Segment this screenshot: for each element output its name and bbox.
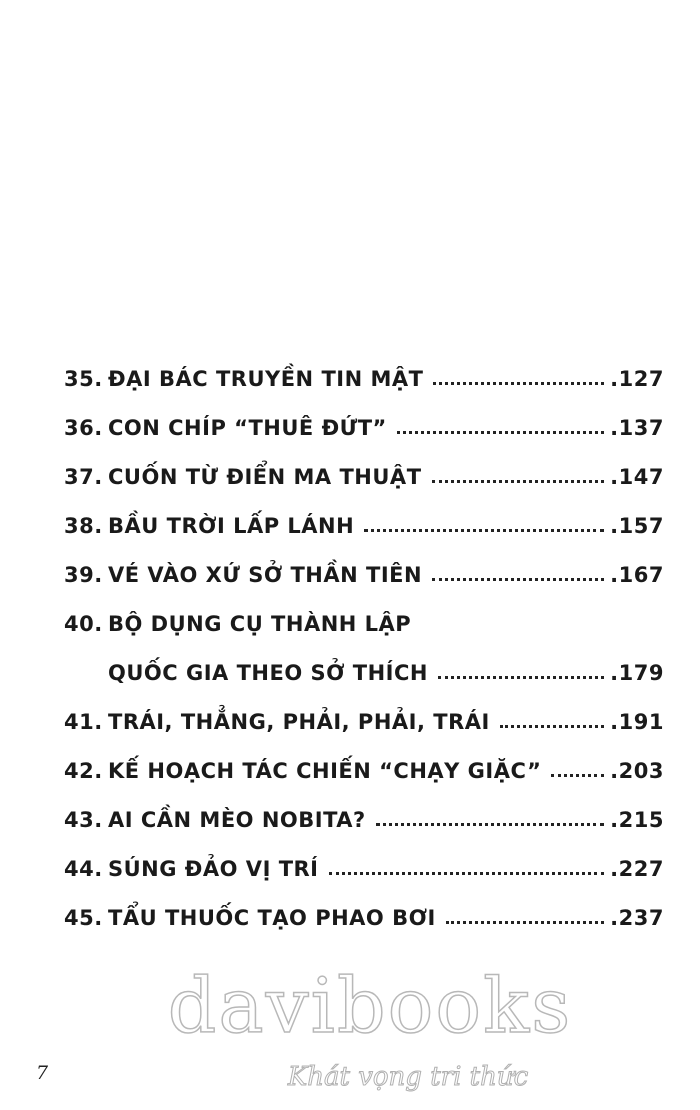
entry-number: 38. bbox=[64, 514, 103, 538]
dot-leader bbox=[438, 675, 604, 679]
toc-entry bbox=[64, 391, 664, 440]
entry-page: .167 bbox=[610, 563, 664, 587]
entry-title: CUỐN TỪ ĐIỂN MA THUẬT bbox=[108, 465, 422, 489]
entry-title: CON CHÍP “THUÊ ĐỨT” bbox=[108, 416, 387, 440]
dot-leader bbox=[397, 430, 604, 434]
page-number: 7 bbox=[36, 1062, 49, 1084]
entry-number: 36. bbox=[64, 416, 103, 440]
entry-number: 40. bbox=[64, 612, 103, 636]
entry-page: .157 bbox=[610, 514, 664, 538]
entry-title: SÚNG ĐẢO VỊ TRÍ bbox=[108, 857, 319, 881]
entry-title: BỘ DỤNG CỤ THÀNH LẬP bbox=[108, 612, 412, 636]
toc-entry bbox=[64, 783, 664, 832]
toc-entry-continuation bbox=[64, 636, 664, 685]
entry-number: 43. bbox=[64, 808, 103, 832]
entry-number: 41. bbox=[64, 710, 103, 734]
toc-entry bbox=[64, 489, 664, 538]
entry-title: TẨU THUỐC TẠO PHAO BƠI bbox=[108, 906, 436, 930]
entry-number: 37. bbox=[64, 465, 103, 489]
dot-leader bbox=[433, 381, 604, 385]
entry-page: .191 bbox=[610, 710, 664, 734]
toc-entry bbox=[64, 685, 664, 734]
entry-page: .215 bbox=[610, 808, 664, 832]
toc-entry bbox=[64, 440, 664, 489]
entry-number: 42. bbox=[64, 759, 103, 783]
entry-page: .227 bbox=[610, 857, 664, 881]
entry-title: ĐẠI BÁC TRUYỀN TIN MẬT bbox=[108, 367, 424, 391]
entry-page: .127 bbox=[610, 367, 664, 391]
dot-leader bbox=[446, 920, 604, 924]
entry-title: TRÁI, THẲNG, PHẢI, PHẢI, TRÁI bbox=[108, 710, 490, 734]
entry-title: AI CẦN MÈO NOBITA? bbox=[108, 808, 366, 832]
entry-number: 39. bbox=[64, 563, 103, 587]
dot-leader bbox=[500, 724, 604, 728]
entry-number: 45. bbox=[64, 906, 103, 930]
entry-number: 44. bbox=[64, 857, 103, 881]
entry-number: 35. bbox=[64, 367, 103, 391]
dot-leader bbox=[376, 822, 604, 826]
entry-title: VÉ VÀO XỨ SỞ THẦN TIÊN bbox=[108, 563, 423, 587]
entry-page: .237 bbox=[610, 906, 664, 930]
publisher-watermark: davibooks bbox=[167, 961, 573, 1050]
toc-entry bbox=[64, 832, 664, 881]
entry-title: QUỐC GIA THEO SỞ THÍCH bbox=[108, 661, 428, 685]
toc-entry bbox=[64, 881, 664, 930]
dot-leader bbox=[432, 479, 605, 483]
toc-entry bbox=[64, 734, 664, 783]
entry-page: .147 bbox=[610, 465, 664, 489]
entry-title: BẦU TRỜI LẤP LÁNH bbox=[108, 514, 355, 538]
dot-leader bbox=[329, 871, 605, 875]
entry-page: .203 bbox=[610, 759, 664, 783]
table-of-contents bbox=[64, 342, 664, 930]
dot-leader bbox=[432, 577, 604, 581]
toc-entry bbox=[64, 342, 664, 391]
toc-entry bbox=[64, 538, 664, 587]
dot-leader bbox=[421, 629, 618, 630]
publisher-tagline: Khát vọng tri thức bbox=[287, 1062, 529, 1092]
toc-entry bbox=[64, 587, 664, 636]
dot-leader bbox=[551, 773, 604, 777]
entry-page: .179 bbox=[610, 661, 664, 685]
entry-title: KẾ HOẠCH TÁC CHIẾN “CHẠY GIẶC” bbox=[108, 759, 542, 783]
entry-page: .137 bbox=[610, 416, 664, 440]
dot-leader bbox=[364, 528, 604, 532]
